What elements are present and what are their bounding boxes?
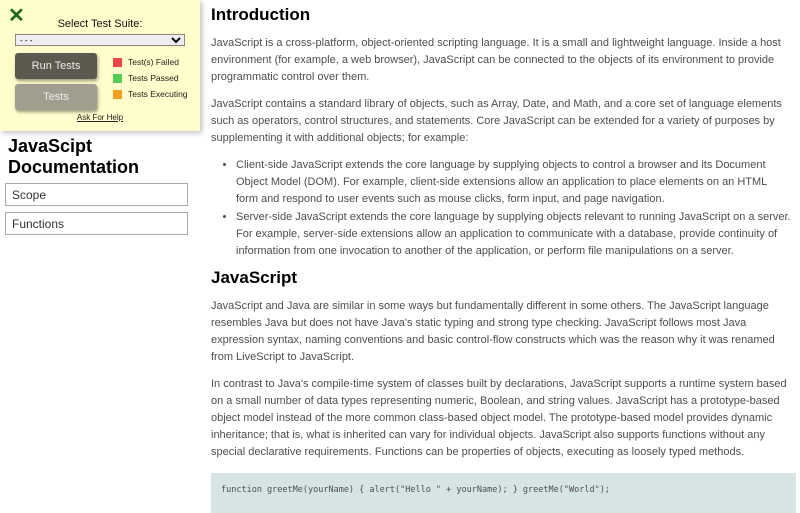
select-suite-label: Select Test Suite: <box>57 18 143 30</box>
list-item: • Client-side JavaScript extends the core language by supplying objects to control a browser and its Document Object Model (DOM). For example, client-side extensions allow an application to place elements on an HTML form and respond to user events such as mouse clicks, form input, and page navigation. <box>236 157 791 208</box>
legend-passed <box>113 73 179 83</box>
legend-label: Tests Executing <box>128 89 188 99</box>
main-content <box>211 0 791 513</box>
list-item: • Server-side JavaScript extends the core language by supplying objects relevant to running JavaScript on a server. For example, server-side extensions allow an application to communicate with a database, provide continuity of information from one invocation to another of the application, or perform file manipulations on a server. <box>236 209 791 260</box>
close-icon[interactable]: ✕ <box>8 5 25 27</box>
tests-button[interactable]: Tests <box>15 84 97 110</box>
paragraph: JavaScript contains a standard library of objects, such as Array, Date, and Math, and a core set of language elements such as operators, control structures, and statements. Core JavaScript can be extended for a variety of purposes by supplementing it with additional objects; for example: <box>211 98 782 144</box>
failed-swatch <box>113 58 122 67</box>
passed-swatch <box>113 74 122 83</box>
nav-item-scope[interactable]: Scope <box>5 183 188 206</box>
heading-introduction: Introduction <box>211 5 311 24</box>
test-suite-select[interactable] <box>15 34 185 46</box>
executing-swatch <box>113 90 122 99</box>
legend-label: Test(s) Failed <box>128 57 180 67</box>
legend-failed <box>113 57 179 67</box>
paragraph: In contrast to Java's compile-time system of classes built by declarations, JavaScript supports a runtime system based on a small number of data types representing numeric, Boolean, and string values. JavaScript has a prototype-based object model instead of the more common class-based object model. The prototype-based model provides dynamic inheritance; that is, what is inherited can vary for individual objects. JavaScript also supports functions without any special declarative requirements. Functions can be properties of objects, executing as loosely typed methods. <box>211 378 787 458</box>
ask-for-help-link[interactable]: Ask For Help <box>76 113 124 122</box>
run-tests-button[interactable]: Run Tests <box>15 53 97 79</box>
paragraph: JavaScript and Java are similar in some ways but fundamentally different in some others. The JavaScript language resembles Java but does not have Java's static typing and strong type checking. JavaScript follows most Java expression syntax, naming conventions and basic control-flow constructs which was the reason why it was renamed from LiveScript to JavaScript. <box>211 300 775 363</box>
heading-javascript: JavaScript <box>211 268 297 287</box>
sidebar-title: JavaScipt Documentation <box>8 136 140 177</box>
nav-item-functions[interactable]: Functions <box>5 212 188 235</box>
paragraph: JavaScript is a cross-platform, object-oriented scripting language. It is a small and lightweight language. Inside a host environment (for example, a web browser), JavaScript can be connected to the objects of its environment to provide programmatic control over them. <box>211 37 781 83</box>
test-panel <box>0 0 200 131</box>
legend-executing <box>113 89 188 99</box>
code-block: function greetMe(yourName) { alert("Hello " + yourName); } greetMe("World"); <box>211 473 796 513</box>
legend-label: Tests Passed <box>128 73 179 83</box>
list <box>236 157 791 260</box>
